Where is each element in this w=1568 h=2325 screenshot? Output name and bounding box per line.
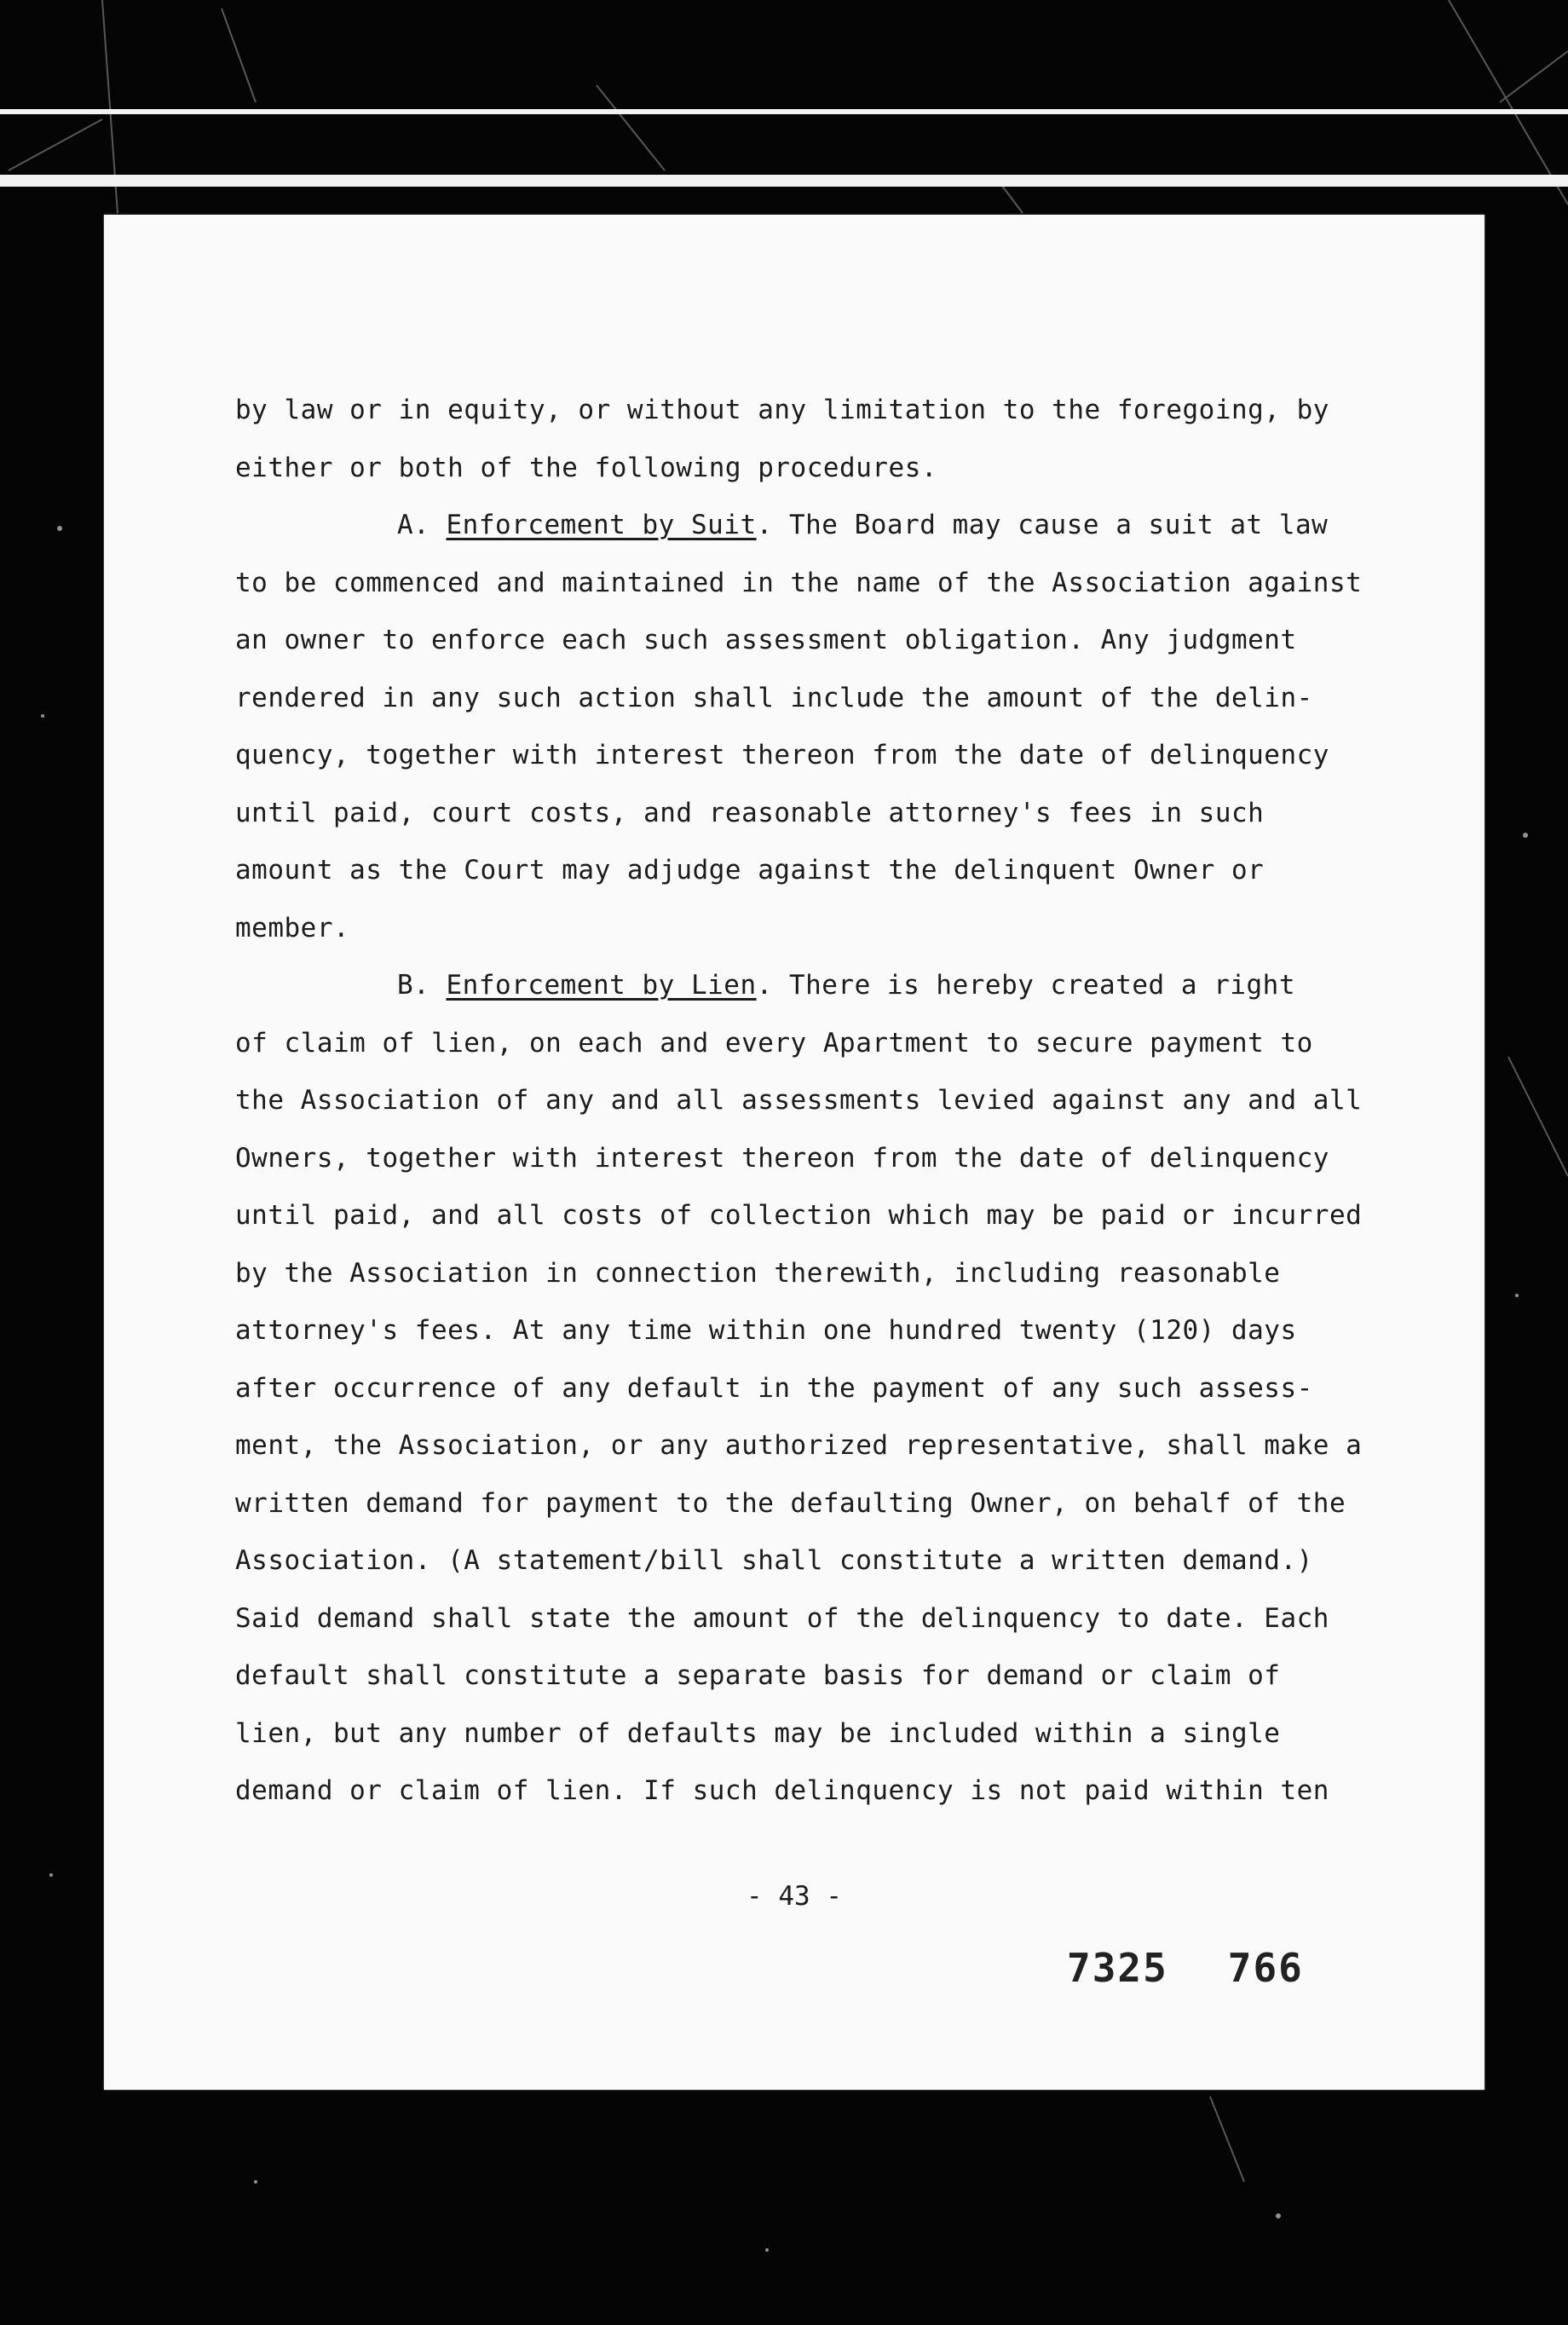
text-line: written demand for payment to the defaulting Owner, on behalf of the <box>235 1487 1346 1519</box>
section-b-heading: Enforcement by Lien <box>446 970 757 1001</box>
page-body-text <box>235 382 1471 1820</box>
recording-stamp <box>1067 1945 1363 1991</box>
section-b-first-line-rest: There is hereby created a right <box>788 970 1296 1001</box>
section-a-heading-line: A. Enforcement by Suit. The Board may cause a suit at law <box>397 510 1329 540</box>
text-line: by law or in equity, or without any limitation to the foregoing, by <box>235 395 1329 425</box>
text-line: of claim of lien, on each and every Apartment to secure payment to <box>235 1027 1313 1059</box>
section-a-letter: A. <box>397 510 430 540</box>
text-line: demand or claim of lien. If such delinquency is not paid within ten <box>235 1775 1329 1806</box>
section-a-heading: Enforcement by Suit <box>446 510 757 540</box>
document-page <box>104 215 1484 2090</box>
text-line: Owners, together with interest thereon from the date of delinquency <box>235 1142 1329 1174</box>
text-line: until paid, and all costs of collection which may be paid or incurred <box>235 1200 1363 1231</box>
text-line: rendered in any such action shall include the amount of the delin- <box>235 682 1313 713</box>
scan-artifact-line <box>0 109 1568 114</box>
text-line: Association. (A statement/bill shall constitute a written demand.) <box>235 1545 1313 1576</box>
section-a-first-line-rest: The Board may cause a suit at law <box>788 510 1329 540</box>
text-line: either or both of the following procedures. <box>235 452 938 483</box>
text-line: after occurrence of any default in the payment of any such assess- <box>235 1372 1313 1404</box>
record-book-number: 7325 <box>1067 1945 1168 1991</box>
text-line: ment, the Association, or any authorized representative, shall make a <box>235 1430 1363 1461</box>
text-line: attorney's fees. At any time within one hundred twenty (120) days <box>235 1315 1297 1346</box>
section-b-heading-line: B. Enforcement by Lien. There is hereby created a right <box>397 970 1296 1001</box>
text-line: quency, together with interest thereon from the date of delinquency <box>235 740 1329 770</box>
scan-artifact-line <box>0 175 1568 187</box>
page-number: - 43 - <box>747 1881 842 1912</box>
text-line: amount as the Court may adjudge against the delinquent Owner or <box>235 855 1265 886</box>
text-line: the Association of any and all assessments levied against any and all <box>235 1085 1363 1116</box>
text-line: member. <box>235 912 350 943</box>
text-line: an owner to enforce each such assessment obligation. Any judgment <box>235 625 1297 655</box>
text-line: Said demand shall state the amount of the delinquency to date. Each <box>235 1602 1329 1634</box>
text-line: to be commenced and maintained in the name of the Association against <box>235 567 1363 598</box>
section-b-letter: B. <box>397 970 430 1001</box>
text-line: by the Association in connection therewith, including reasonable <box>235 1257 1281 1289</box>
text-line: lien, but any number of defaults may be included within a single <box>235 1717 1281 1749</box>
text-line: until paid, court costs, and reasonable attorney's fees in such <box>235 797 1265 828</box>
record-page-number: 766 <box>1227 1945 1304 1991</box>
text-line: default shall constitute a separate basis for demand or claim of <box>235 1660 1281 1691</box>
